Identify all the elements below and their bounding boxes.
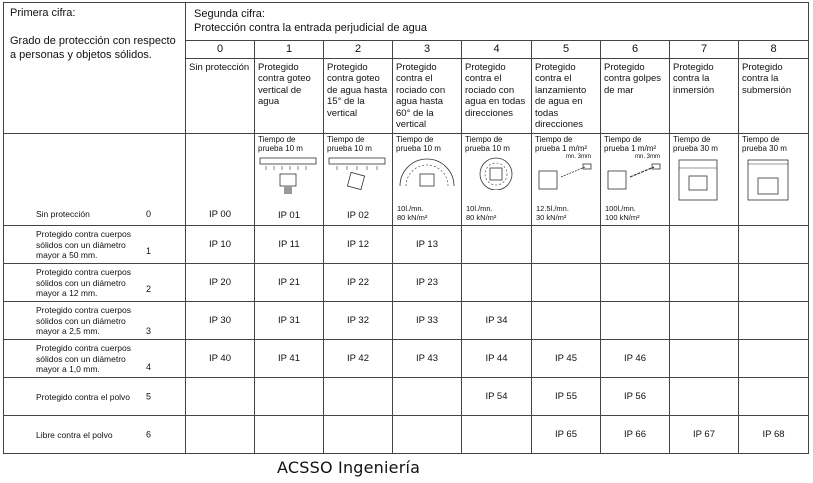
ip-code: IP 01 bbox=[277, 209, 300, 221]
test-cell-7 bbox=[670, 134, 739, 226]
first-digit-header bbox=[4, 3, 186, 134]
ip-code-cell bbox=[670, 302, 739, 340]
row-digit: 3 bbox=[146, 326, 152, 337]
row-label: Protegido contra cuerpos sólidos con un diámetro mayor a 12 mm. bbox=[36, 267, 131, 298]
ip-code-cell bbox=[186, 416, 255, 454]
row-digit: 6 bbox=[146, 429, 152, 440]
table-row bbox=[4, 264, 809, 302]
ip-code-cell: IP 13 bbox=[393, 226, 462, 264]
ip-code-cell bbox=[601, 264, 670, 302]
ip-code-cell: IP 40 bbox=[186, 340, 255, 378]
ip-code-cell bbox=[532, 226, 601, 264]
second-digit-header bbox=[186, 3, 809, 41]
row-label: Protegido contra el polvo bbox=[36, 391, 131, 402]
ip-code-cell: IP 43 bbox=[393, 340, 462, 378]
ip-code-cell: IP 32 bbox=[324, 302, 393, 340]
col-num: 1 bbox=[255, 41, 324, 59]
row-label-cell bbox=[4, 264, 186, 302]
col-num: 4 bbox=[462, 41, 532, 59]
ip-code-cell bbox=[739, 340, 809, 378]
ip-code-cell: IP 00 bbox=[186, 134, 255, 226]
test-note: 100l./mn. 100 kN/m² bbox=[605, 204, 640, 222]
ip-code-cell: IP 67 bbox=[670, 416, 739, 454]
col-desc: Protegido contra goteo de agua hasta 15° de la vertical bbox=[324, 59, 393, 134]
row-label: Protegido contra cuerpos sólidos con un diámetro mayor a 50 mm. bbox=[36, 229, 131, 260]
row-digit: 0 bbox=[146, 208, 152, 219]
ip-code-cell bbox=[186, 378, 255, 416]
test-note: 10l./mn. 80 kN/m² bbox=[397, 204, 428, 222]
ip-code-cell bbox=[462, 264, 532, 302]
test-cell-4 bbox=[462, 134, 532, 226]
ip-code-cell bbox=[462, 416, 532, 454]
ip-code-cell bbox=[739, 226, 809, 264]
row-label-cell bbox=[4, 226, 186, 264]
table-row bbox=[4, 226, 809, 264]
spray-arc-icon bbox=[396, 156, 458, 188]
second-digit-label: Segunda cifra: bbox=[194, 8, 265, 20]
second-digit-desc: Protección contra la entrada perjudicial de agua bbox=[194, 22, 427, 35]
col-num: 3 bbox=[393, 41, 462, 59]
test-note: 10l./mn. 80 kN/m² bbox=[466, 204, 497, 222]
ip-code-cell bbox=[324, 416, 393, 454]
col-desc: Protegido contra golpes de mar bbox=[601, 59, 670, 134]
test-note: 12.5l./mn. 30 kN/m² bbox=[536, 204, 569, 222]
row-label: Sin protección bbox=[36, 209, 90, 220]
ip-code-cell: IP 42 bbox=[324, 340, 393, 378]
ip-code: IP 02 bbox=[346, 209, 369, 221]
ip-code-cell bbox=[739, 264, 809, 302]
test-label: Tiempo de prueba 10 m bbox=[258, 135, 303, 154]
table-row bbox=[4, 302, 809, 340]
ip-code-cell: IP 45 bbox=[532, 340, 601, 378]
ip-code-cell: IP 46 bbox=[601, 340, 670, 378]
col-desc: Protegido contra el rociado con agua en todas direcciones bbox=[462, 59, 532, 134]
ip-code-cell: IP 34 bbox=[462, 302, 532, 340]
test-label: Tiempo de prueba 1 m/m² bbox=[604, 135, 657, 154]
col-num: 7 bbox=[670, 41, 739, 59]
drip-test-icon bbox=[258, 156, 318, 196]
ip-code-cell bbox=[670, 378, 739, 416]
row-label-cell bbox=[4, 302, 186, 340]
test-cell-8 bbox=[739, 134, 809, 226]
footer-brand: ACSSO Ingeniería bbox=[277, 458, 421, 477]
row-label-cell bbox=[4, 134, 186, 226]
test-cell-6 bbox=[601, 134, 670, 226]
table-row bbox=[4, 378, 809, 416]
table-row bbox=[4, 134, 809, 226]
ip-protection-table bbox=[3, 2, 809, 454]
ip-code-cell bbox=[255, 416, 324, 454]
col-num: 5 bbox=[532, 41, 601, 59]
ip-code-cell: IP 21 bbox=[255, 264, 324, 302]
ip-code-cell bbox=[324, 378, 393, 416]
row-digit: 1 bbox=[146, 246, 152, 257]
ip-code-cell: IP 68 bbox=[739, 416, 809, 454]
submersion-tank-icon bbox=[742, 156, 794, 202]
test-sub: mn. 3mm bbox=[565, 153, 591, 160]
row-label-cell bbox=[4, 378, 186, 416]
ip-code-cell: IP 31 bbox=[255, 302, 324, 340]
ip-code-cell: IP 56 bbox=[601, 378, 670, 416]
tilted-drip-test-icon bbox=[327, 156, 387, 196]
ip-code-cell: IP 11 bbox=[255, 226, 324, 264]
ip-code-cell bbox=[532, 264, 601, 302]
col-desc: Protegido contra la inmersión bbox=[670, 59, 739, 134]
row-label-cell bbox=[4, 340, 186, 378]
water-jet-icon bbox=[535, 163, 595, 193]
ip-code-cell: IP 55 bbox=[532, 378, 601, 416]
ip-code-cell: IP 20 bbox=[186, 264, 255, 302]
table-row bbox=[4, 416, 809, 454]
test-label: Tiempo de prueba 30 m bbox=[742, 135, 787, 154]
row-label-cell bbox=[4, 416, 186, 454]
test-label: Tiempo de prueba 10 m bbox=[465, 135, 510, 154]
first-digit-label: Primera cifra: bbox=[10, 7, 76, 19]
row-label: Protegido contra cuerpos sólidos con un diámetro mayor a 1,0 mm. bbox=[36, 343, 131, 374]
test-label: Tiempo de prueba 10 m bbox=[327, 135, 372, 154]
ip-code-cell bbox=[739, 302, 809, 340]
ip-code-cell: IP 30 bbox=[186, 302, 255, 340]
ip-code-cell bbox=[532, 302, 601, 340]
spray-all-directions-icon bbox=[465, 156, 527, 190]
row-label: Libre contra el polvo bbox=[36, 429, 113, 440]
ip-code-cell: IP 22 bbox=[324, 264, 393, 302]
col-num: 0 bbox=[186, 41, 255, 59]
ip-code-cell: IP 54 bbox=[462, 378, 532, 416]
ip-code-cell: IP 10 bbox=[186, 226, 255, 264]
test-label: Tiempo de prueba 1 m/m² bbox=[535, 135, 588, 154]
ip-code-cell bbox=[255, 378, 324, 416]
test-cell-3 bbox=[393, 134, 462, 226]
col-num: 8 bbox=[739, 41, 809, 59]
ip-code-cell: IP 23 bbox=[393, 264, 462, 302]
ip-code-cell: IP 12 bbox=[324, 226, 393, 264]
ip-code-cell: IP 44 bbox=[462, 340, 532, 378]
test-cell-5 bbox=[532, 134, 601, 226]
ip-code-cell bbox=[393, 378, 462, 416]
ip-code-cell bbox=[739, 378, 809, 416]
ip-code-cell bbox=[670, 264, 739, 302]
col-desc: Protegido contra la submersión bbox=[739, 59, 809, 134]
ip-code-cell: IP 41 bbox=[255, 340, 324, 378]
row-digit: 5 bbox=[146, 391, 152, 402]
row-label: Protegido contra cuerpos sólidos con un diámetro mayor a 2,5 mm. bbox=[36, 305, 131, 336]
col-desc: Protegido contra el rociado con agua hasta 60° de la vertical bbox=[393, 59, 462, 134]
ip-code-cell bbox=[670, 340, 739, 378]
heavy-jet-icon bbox=[604, 163, 664, 193]
test-sub: mn. 3mm bbox=[634, 153, 660, 160]
test-label: Tiempo de prueba 30 m bbox=[673, 135, 718, 154]
ip-code-cell bbox=[670, 226, 739, 264]
row-digit: 2 bbox=[146, 284, 152, 295]
ip-code-cell bbox=[601, 302, 670, 340]
col-desc: Sin protección bbox=[186, 59, 255, 134]
test-label: Tiempo de prueba 10 m bbox=[396, 135, 441, 154]
ip-code-cell bbox=[462, 226, 532, 264]
ip-code-cell: IP 33 bbox=[393, 302, 462, 340]
ip-code-cell: IP 65 bbox=[532, 416, 601, 454]
col-num: 6 bbox=[601, 41, 670, 59]
table-row bbox=[4, 340, 809, 378]
col-num: 2 bbox=[324, 41, 393, 59]
test-cell-1 bbox=[255, 134, 324, 226]
ip-code-cell bbox=[601, 226, 670, 264]
immersion-tank-icon bbox=[673, 156, 723, 202]
first-digit-desc: Grado de protección con respecto a personas y objetos sólidos. bbox=[10, 34, 176, 61]
ip-code-cell: IP 66 bbox=[601, 416, 670, 454]
test-cell-2 bbox=[324, 134, 393, 226]
col-desc: Protegido contra el lanzamiento de agua en todas direcciones bbox=[532, 59, 601, 134]
row-digit: 4 bbox=[146, 362, 152, 373]
ip-code-cell bbox=[393, 416, 462, 454]
col-desc: Protegido contra goteo vertical de agua bbox=[255, 59, 324, 134]
